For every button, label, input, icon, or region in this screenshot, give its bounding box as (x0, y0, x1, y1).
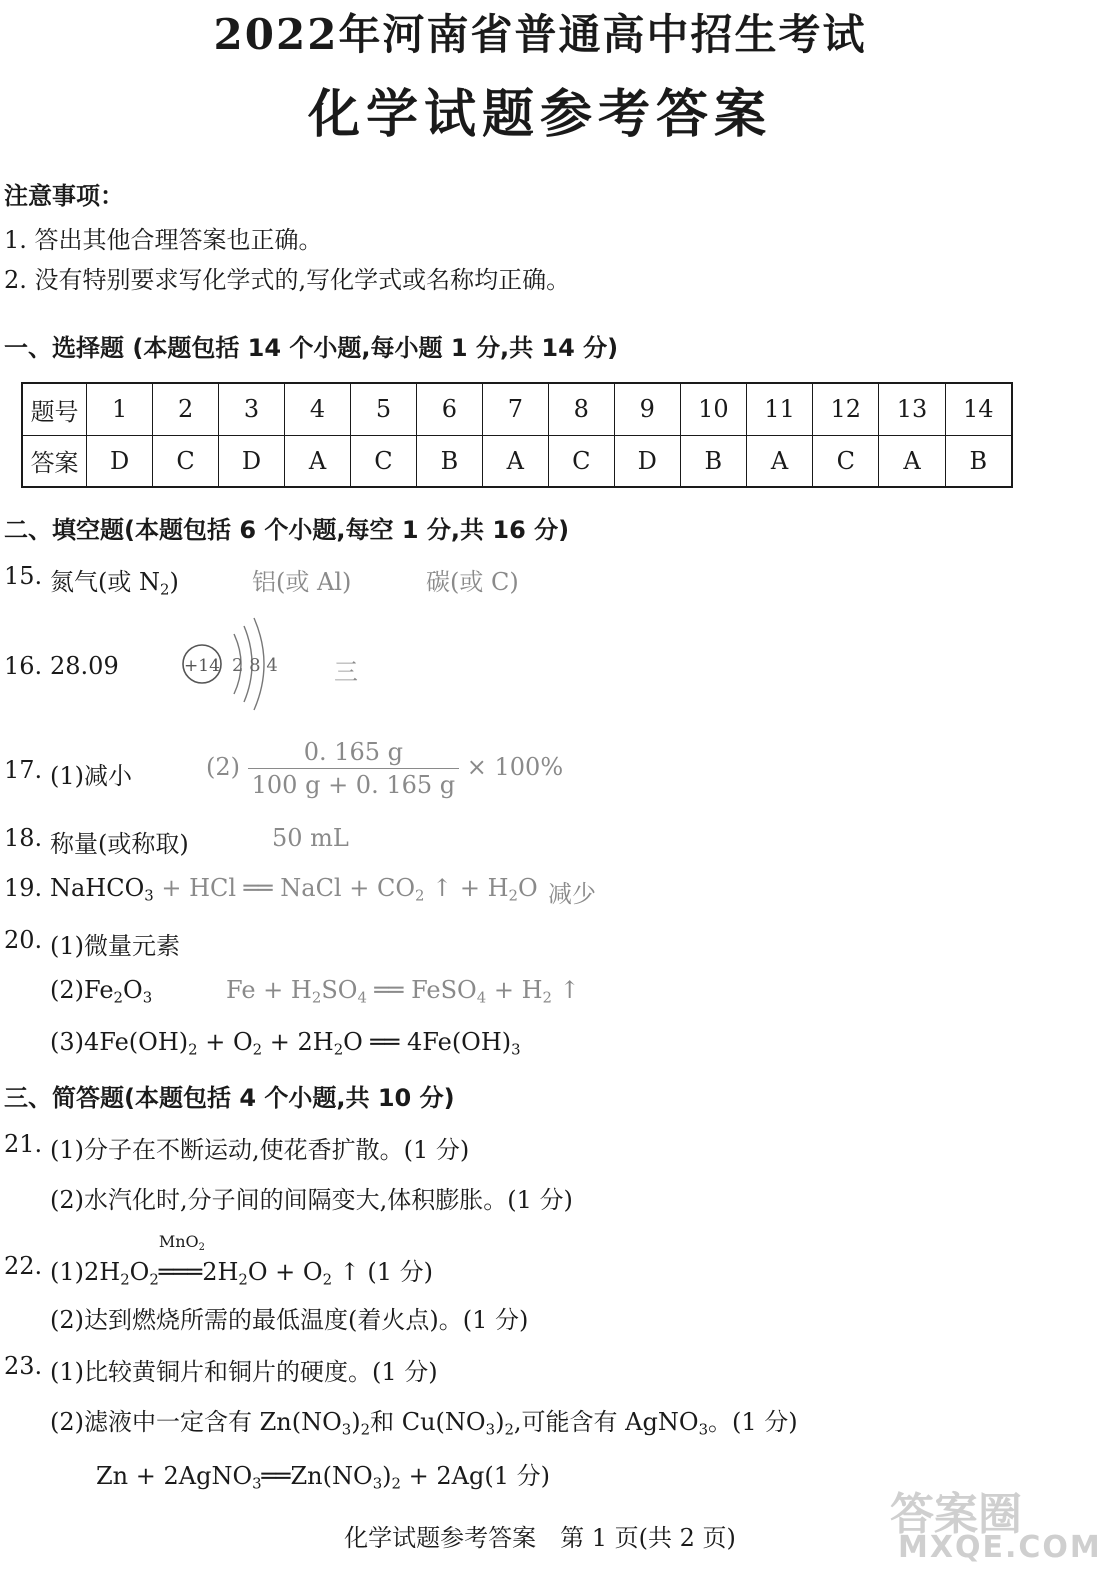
q20-part-1: (1)微量元素 (50, 932, 180, 960)
answer-key-title: 化学试题参考答案 (307, 84, 772, 145)
answer-cell: B (416, 435, 482, 487)
question-number: 3 (219, 383, 285, 435)
question-number: 1 (87, 383, 153, 435)
question-number: 2 (153, 383, 219, 435)
q22-part-2: (2)达到燃烧所需的最低温度(着火点)。(1 分) (50, 1306, 529, 1334)
electron-shells: 2 8 4 (232, 655, 278, 676)
answer-table (21, 382, 1013, 488)
exam-title: 2022年河南省普通高中招生考试 (213, 10, 867, 59)
q23-part-1: (1)比较黄铜片和铜片的硬度。(1 分) (50, 1358, 438, 1386)
note-item-2: 2. 没有特别要求写化学式的,写化学式或名称均正确。 (4, 266, 571, 294)
q19-equation: NaHCO$_3$ + HCl ══ NaCl + $CO_2$ ↑ + $H_2O$ (50, 874, 538, 905)
question-number: 10 (680, 383, 746, 435)
q20-number: 20. (4, 926, 43, 954)
q19-number: 19. (4, 874, 43, 902)
watermark-logo: 答案圈 (890, 1489, 1022, 1540)
catalyst-label: MnO$_2$ (158, 1232, 205, 1253)
q23-part-2: (2)滤液中一定含有 $Zn(NO_3)_2$和 $Cu(NO_3)_2$,可能含有 AgNO$_3$。(1 分) (50, 1408, 798, 1439)
row-label-number: 题号 (22, 383, 87, 435)
question-number: 4 (285, 383, 351, 435)
question-number: 12 (813, 383, 879, 435)
question-number: 8 (548, 383, 614, 435)
q21-part-2: (2)水汽化时,分子间的间隔变大,体积膨胀。(1 分) (50, 1186, 573, 1214)
q17-part-1: (1)减小 (50, 762, 132, 790)
mass-fraction: $\frac{0. 165 g}{100 g + 0. 165 g}$ (248, 738, 460, 799)
q18-answer-1: 称量(或称取) (50, 830, 189, 858)
answer-cell: C (153, 435, 219, 487)
q20-part-2-equation: $Fe + H_2SO_4$ ══ FeSO$_4$ + $H_2$ ↑ (226, 976, 580, 1007)
q23-number: 23. (4, 1352, 43, 1380)
q15-number: 15. (4, 562, 43, 590)
q23-equation: $Zn + 2AgNO_3══Zn(NO_3)_2 + 2Ag(1$ 分) (96, 1462, 550, 1493)
answer-cell: C (350, 435, 416, 487)
q16-answer-1: 28.09 (50, 652, 119, 680)
q20-part-2: $(2)Fe_2O_3$ (50, 976, 153, 1007)
section3-heading: 三、简答题(本题包括 4 个小题,共 10 分) (4, 1084, 455, 1112)
answer-cell: B (680, 435, 746, 487)
answer-cell: A (879, 435, 945, 487)
row-label-answer: 答案 (22, 435, 87, 487)
page-footer: 化学试题参考答案 第 1 页(共 2 页) (344, 1524, 736, 1552)
answer-cell: A (482, 435, 548, 487)
q22-part-1: $(1)2H_2O_2$ MnO$_2$ $═══2H_2O + O_2$ ↑ (1 分) (50, 1232, 434, 1289)
notes-heading: 注意事项： (4, 182, 124, 210)
q22-number: 22. (4, 1252, 43, 1280)
q17-part-2: (2) $\frac{0. 165 g}{100 g + 0. 165 g}$ × 100% (206, 738, 564, 799)
q19-answer-2: 减少 (548, 880, 596, 908)
section2-heading: 二、填空题(本题包括 6 个小题,每空 1 分,共 16 分) (4, 516, 570, 544)
section1-heading: 一、选择题 (本题包括 14 个小题,每小题 1 分,共 14 分) (4, 334, 619, 362)
q18-answer-2: 50 mL (272, 824, 349, 852)
question-number: 13 (879, 383, 945, 435)
atom-structure-diagram (178, 612, 288, 722)
q16-answer-3: 三 (334, 658, 358, 686)
q18-number: 18. (4, 824, 43, 852)
q16-number: 16. (4, 652, 43, 680)
q15-answer-1: 氮气(或 $N_2$) (50, 568, 179, 599)
note-item-1: 1. 答出其他合理答案也正确。 (4, 226, 323, 254)
watermark-url: MXQE.COM (898, 1530, 1102, 1565)
answer-cell: C (548, 435, 614, 487)
answer-cell: D (219, 435, 285, 487)
answer-cell: D (614, 435, 680, 487)
q15-answer-2: 铝(或 Al) (252, 568, 352, 596)
table-row-numbers (22, 383, 1012, 435)
answer-cell: D (87, 435, 153, 487)
question-number: 14 (945, 383, 1012, 435)
question-number: 9 (614, 383, 680, 435)
q20-part-3: $(3)4Fe(OH)_2 + O_2 + 2H_2O$ ══ $4Fe(OH)_3$ (50, 1028, 521, 1059)
q21-part-1: (1)分子在不断运动,使花香扩散。(1 分) (50, 1136, 470, 1164)
question-number: 6 (416, 383, 482, 435)
answer-cell: A (746, 435, 812, 487)
q15-answer-3: 碳(或 C) (426, 568, 519, 596)
question-number: 11 (746, 383, 812, 435)
question-number: 7 (482, 383, 548, 435)
q17-number: 17. (4, 756, 43, 784)
table-row-answers (22, 435, 1012, 487)
q21-number: 21. (4, 1130, 43, 1158)
nucleus-charge: +14 (184, 656, 220, 676)
answer-cell: A (285, 435, 351, 487)
answer-cell: C (813, 435, 879, 487)
answer-cell: B (945, 435, 1012, 487)
question-number: 5 (350, 383, 416, 435)
